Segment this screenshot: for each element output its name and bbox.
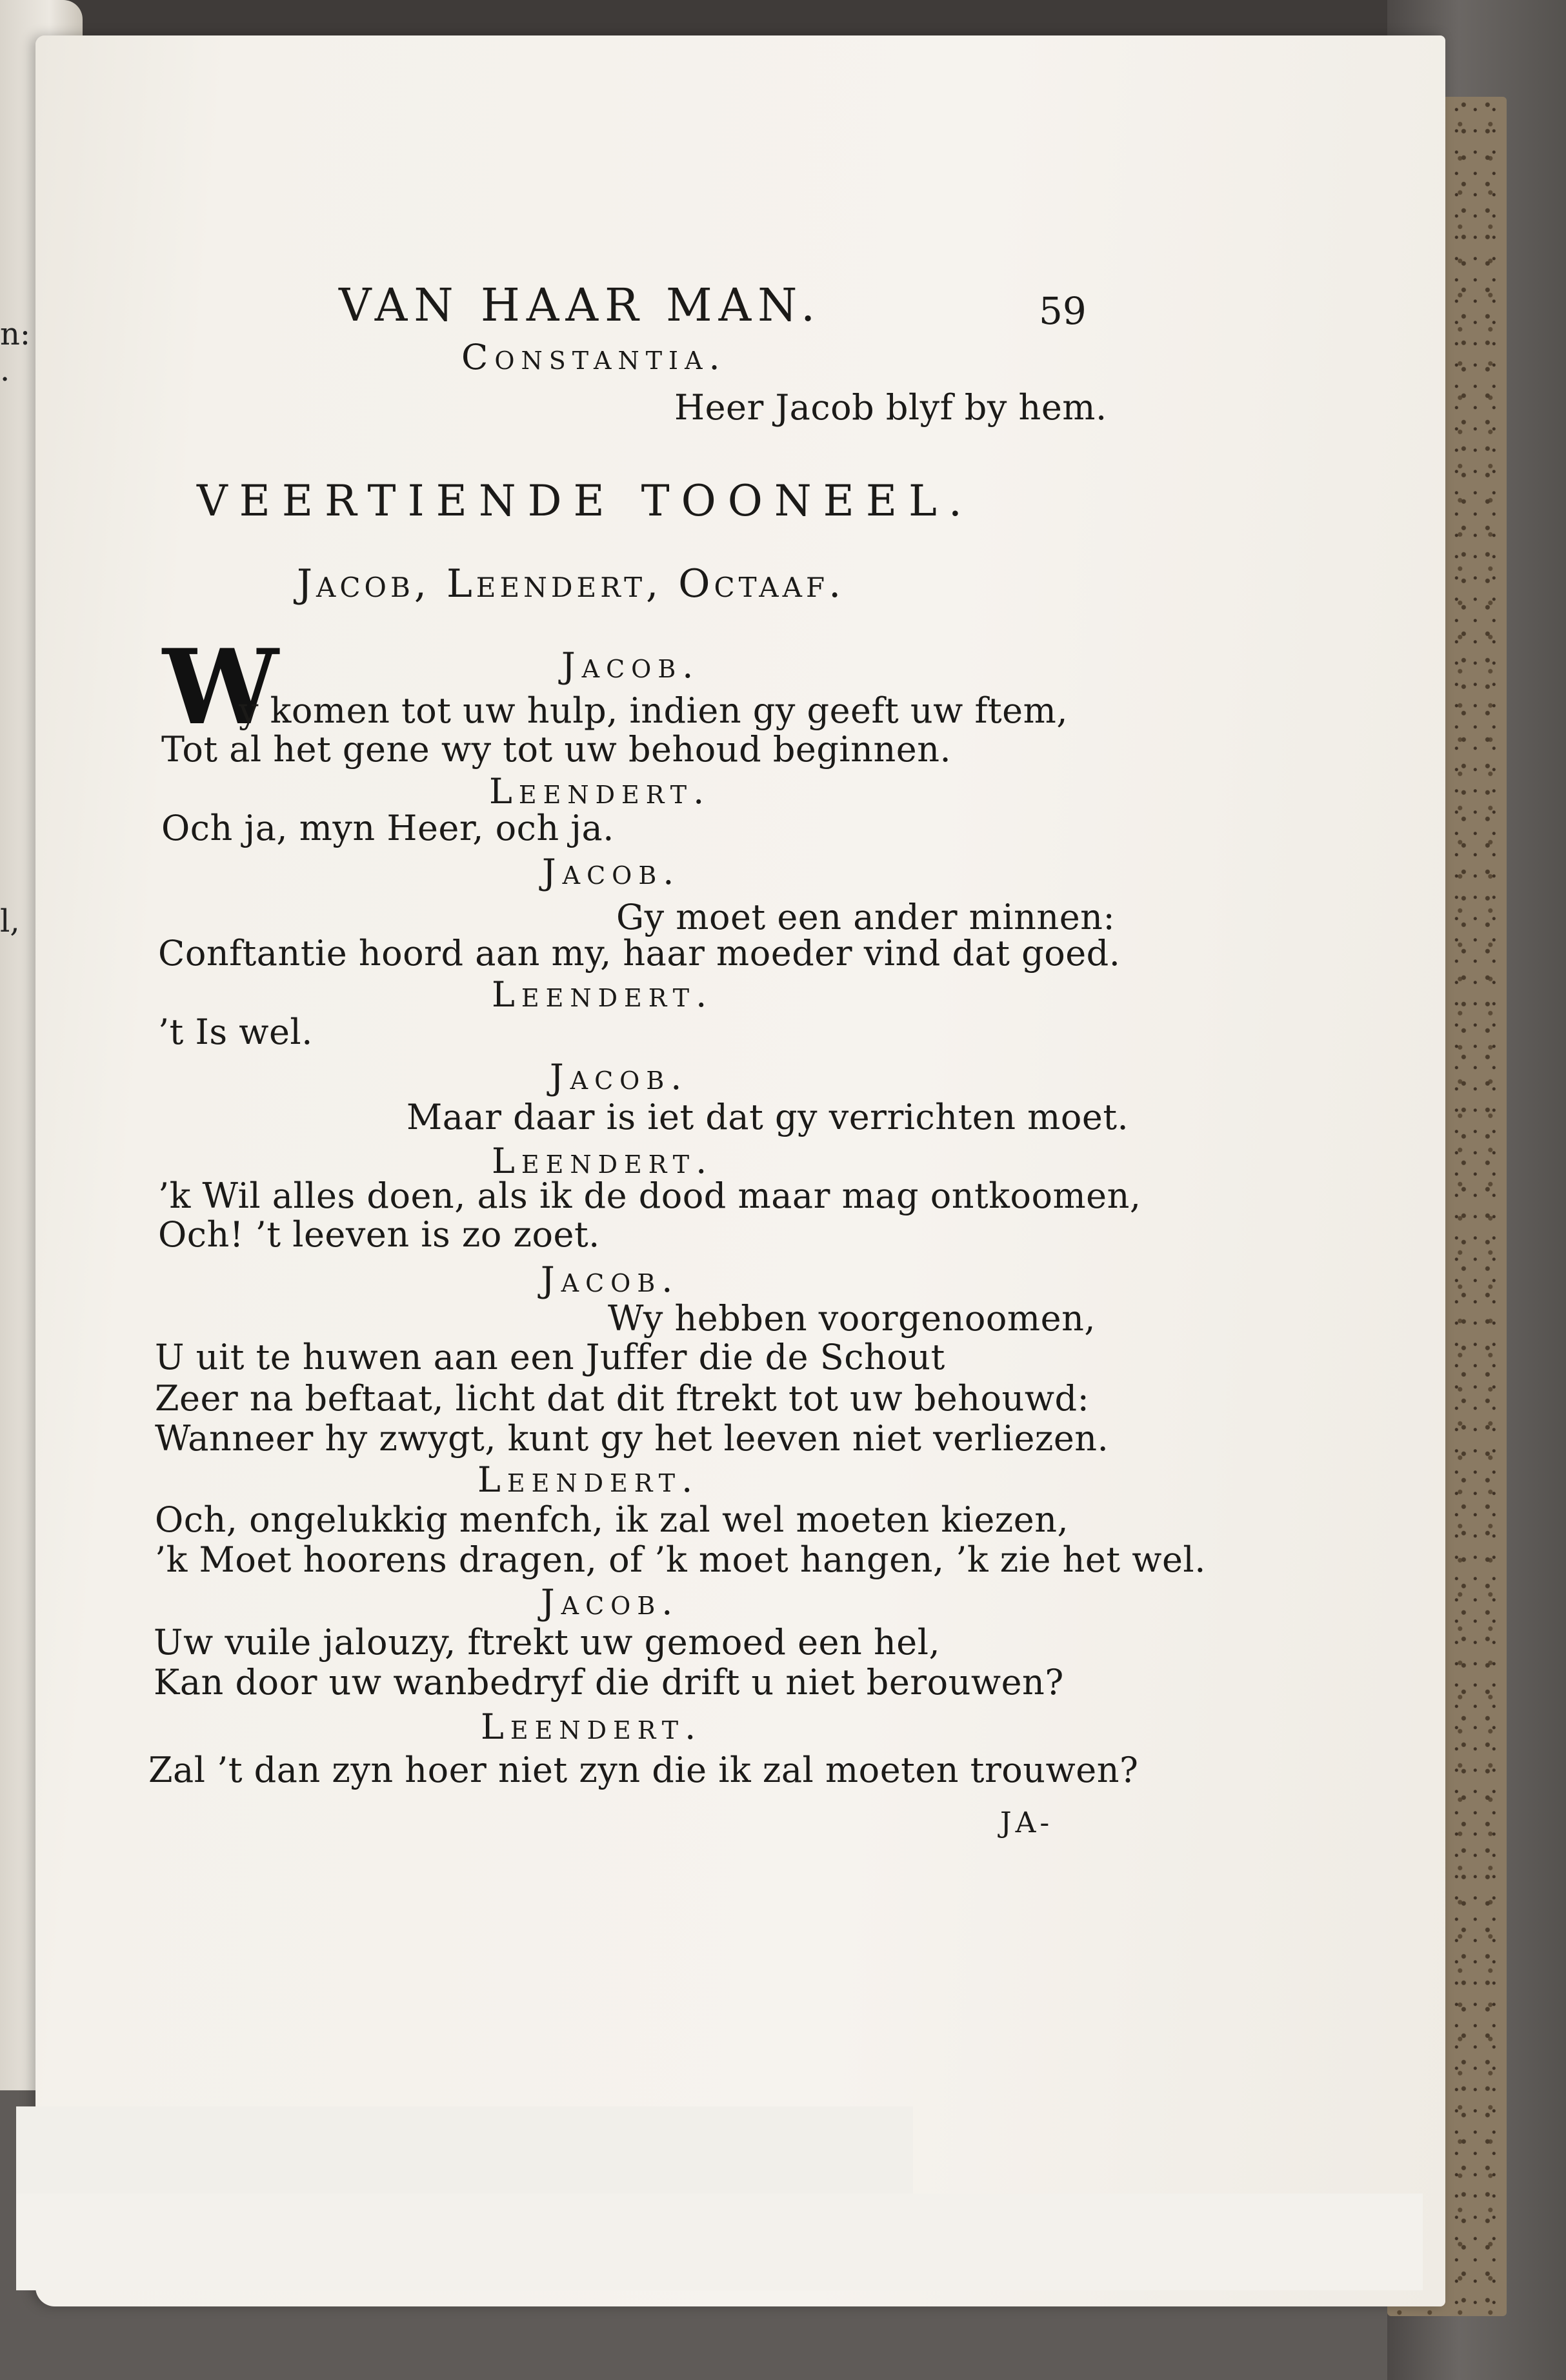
verse-line: U uit te huwen aan een Juffer die de Schout	[155, 1337, 945, 1377]
speaker-name: Leendert.	[492, 1141, 714, 1181]
speaker-name: Leendert.	[489, 771, 711, 812]
speaker-name: Jacob.	[542, 852, 681, 892]
verse-line: Uw vuile jalouzy, ftrekt uw gemoed een hel,	[154, 1622, 941, 1663]
scene-title: VEERTIENDE TOONEEL.	[197, 476, 974, 526]
verse-line: Heer Jacob blyf by hem.	[674, 387, 1107, 428]
verse-line: Gy moet een ander minnen:	[616, 897, 1116, 937]
verse-line: Maar daar is iet dat gy verrichten moet.	[407, 1097, 1129, 1137]
speaker-name: Constantia.	[461, 337, 727, 377]
verse-line: ’t Is wel.	[158, 1012, 313, 1052]
speaker-name: Leendert.	[492, 974, 714, 1015]
verse-line: Kan door uw wanbedryf die drift u niet berouwen?	[154, 1662, 1064, 1703]
speaker-name: Leendert.	[477, 1459, 699, 1500]
paper-patch	[16, 2194, 1423, 2290]
verse-line: Och, ongelukkig menfch, ik zal wel moeten kiezen,	[155, 1499, 1069, 1540]
catchword: JA-	[1000, 1806, 1054, 1839]
verse-line: ’k Wil alles doen, als ik de dood maar mag ontkoomen,	[158, 1175, 1141, 1216]
book-page	[35, 35, 1445, 2306]
verse-line: Tot al het gene wy tot uw behoud beginnen.	[161, 729, 952, 770]
speaker-name: Jacob.	[550, 1057, 688, 1097]
speaker-name: Jacob.	[561, 645, 700, 686]
left-page-fragment: n:	[0, 316, 31, 352]
verse-line: Wy hebben voorgenoomen,	[608, 1298, 1096, 1339]
verse-line: Zeer na beftaat, licht dat dit ftrekt tot uw behouwd:	[155, 1378, 1090, 1419]
verse-line: Zal ’t dan zyn hoer niet zyn die ik zal moeten trouwen?	[148, 1750, 1139, 1790]
speaker-name: Leendert.	[481, 1706, 703, 1747]
left-page-fragment: ·	[0, 361, 10, 397]
verse-line: ’k Moet hoorens dragen, of ’k moet hangen, ’k zie het wel.	[155, 1539, 1206, 1580]
verse-line: Och ja, myn Heer, och ja.	[161, 808, 614, 848]
page-number: 59	[1039, 289, 1087, 333]
verse-line: y komen tot uw hulp, indien gy geeft uw ftem,	[239, 690, 1069, 731]
verse-line: Och! ’t leeven is zo zoet.	[158, 1214, 600, 1255]
running-title: VAN HAAR MAN.	[339, 279, 822, 332]
scene-characters: Jacob, Leendert, Octaaf.	[297, 561, 845, 606]
speaker-name: Jacob.	[541, 1259, 679, 1300]
verse-line: Wanneer hy zwygt, kunt gy het leeven niet verliezen.	[155, 1418, 1109, 1459]
left-page-fragment: l,	[0, 903, 20, 939]
speaker-name: Jacob.	[541, 1582, 679, 1623]
verse-line: Conftantie hoord aan my, haar moeder vind dat goed.	[158, 933, 1121, 974]
drop-cap: W	[163, 626, 279, 748]
